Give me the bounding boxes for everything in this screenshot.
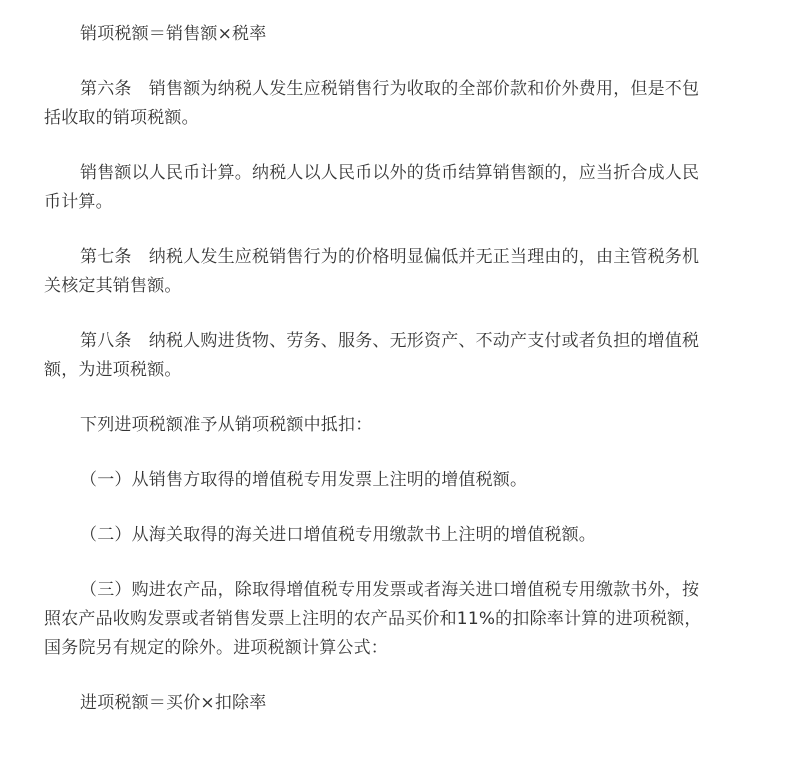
sales-currency-paragraph: 销售额以人民币计算。纳税人以人民币以外的货币结算销售额的，应当折合成人民币计算。 xyxy=(44,163,700,212)
deductible-item-2: （二）从海关取得的海关进口增值税专用缴款书上注明的增值税额。 xyxy=(80,525,596,545)
article-8: 第八条 纳税人购进货物、劳务、服务、无形资产、不动产支付或者负担的增值税额，为进项税额。 xyxy=(44,331,700,380)
deductible-item-3: （三）购进农产品，除取得增值税专用发票或者海关进口增值税专用缴款书外，按照农产品收购发票或者销售发票上注明的农产品买价和11%的扣除率计算的进项税额，国务院另有规定的除外。进项税额计算公式： xyxy=(44,580,702,658)
article-6: 第六条 销售额为纳税人发生应税销售行为收取的全部价款和价外费用，但是不包括收取的销项税额。 xyxy=(44,79,700,128)
deductible-item-1: （一）从销售方取得的增值税专用发票上注明的增值税额。 xyxy=(80,470,528,490)
deductible-intro: 下列进项税额准予从销项税额中抵扣： xyxy=(80,415,373,435)
document-body xyxy=(44,20,704,744)
formula-input-tax: 进项税额＝买价×扣除率 xyxy=(80,693,267,713)
formula-output-tax: 销项税额＝销售额×税率 xyxy=(80,24,267,44)
article-7: 第七条 纳税人发生应税销售行为的价格明显偏低并无正当理由的，由主管税务机关核定其销售额。 xyxy=(44,247,700,296)
